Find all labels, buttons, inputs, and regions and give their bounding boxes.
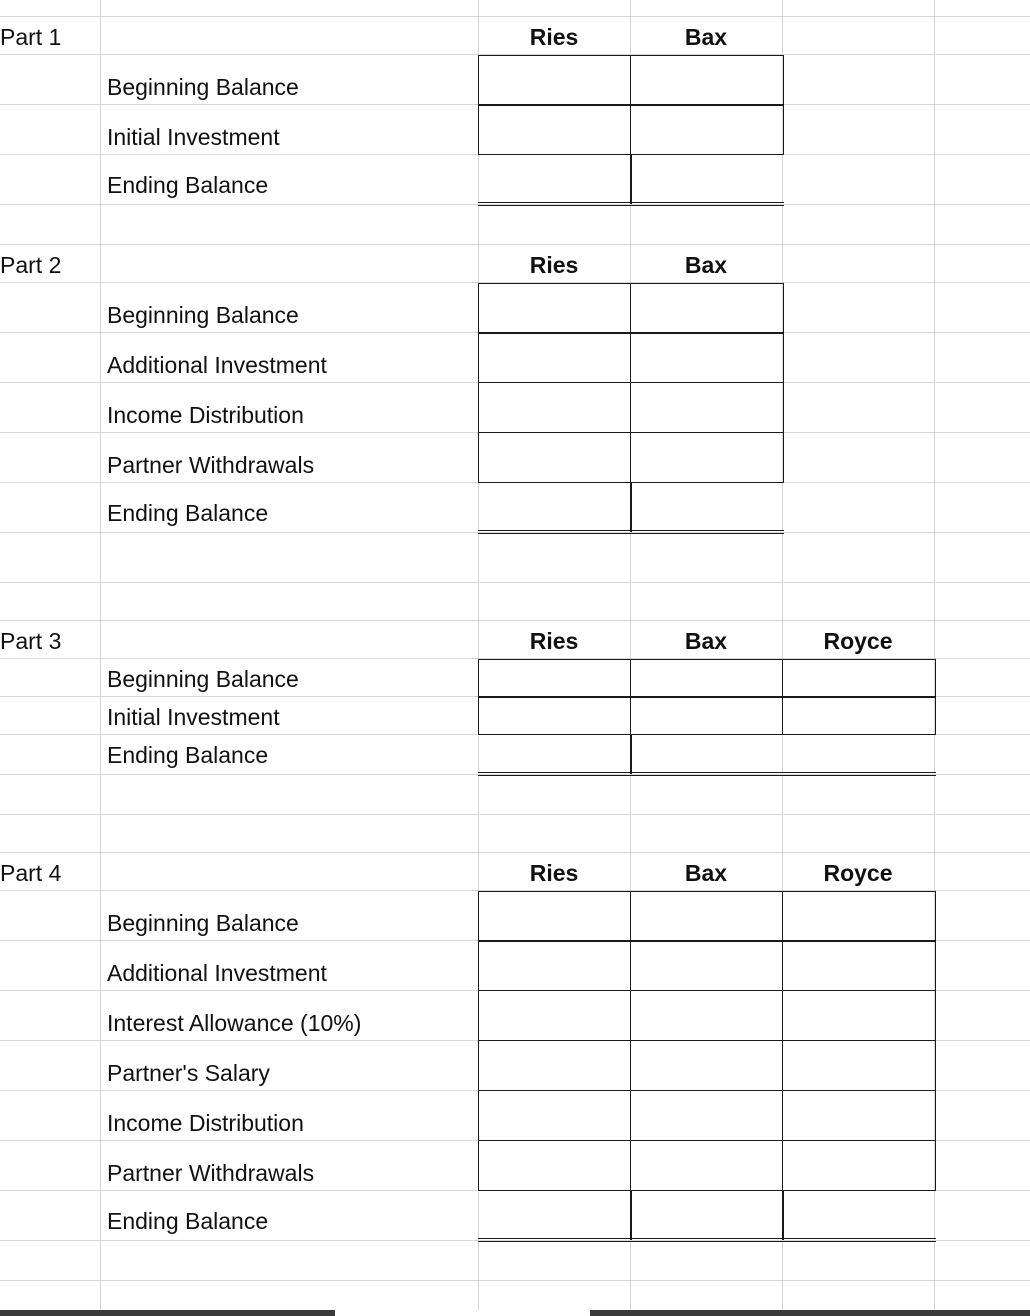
part-3-label: Part 3 [0,628,62,654]
part-4-ries-beginning-balance-cell[interactable] [478,891,631,942]
part-3-royce-initial-investment-cell[interactable] [782,696,936,735]
part-4-header-bax: Bax [684,860,728,886]
part-4-column-separator [782,1190,784,1240]
part-4-row-interest-allowance: Interest Allowance (10%) [107,1010,362,1036]
part-2-header-ries: Ries [529,252,579,278]
part-1-bax-initial-investment-cell[interactable] [630,104,784,155]
part-4-row-partners-salary: Partner's Salary [107,1060,270,1086]
part-4-bax-interest-allowance-cell[interactable] [630,990,783,1041]
part-1-ries-beginning-balance-cell[interactable] [478,55,631,106]
part-2-bax-partner-withdrawals-cell[interactable] [630,432,784,483]
part-3-row-beginning-balance: Beginning Balance [107,666,299,692]
part-3-royce-beginning-balance-cell[interactable] [782,659,936,698]
part-1-row-ending-balance: Ending Balance [107,172,269,198]
part-2-column-separator [630,482,632,532]
part-4-row-beginning-balance: Beginning Balance [107,910,299,936]
part-2-label: Part 2 [0,252,62,278]
part-3-row-initial-investment: Initial Investment [107,704,280,730]
part-1-ries-initial-investment-cell[interactable] [478,104,631,155]
part-3-bax-initial-investment-cell[interactable] [630,696,783,735]
part-2-row-partner-withdrawals: Partner Withdrawals [107,452,315,478]
part-2-ries-beginning-balance-cell[interactable] [478,283,631,334]
part-4-ries-partners-salary-cell[interactable] [478,1040,631,1091]
part-4-royce-beginning-balance-cell[interactable] [782,891,936,942]
gridline [0,244,1030,245]
part-2-total-double-underline [478,530,784,534]
part-2-header-bax: Bax [684,252,728,278]
part-3-header-ries: Ries [529,628,579,654]
part-4-row-partner-withdrawals: Partner Withdrawals [107,1160,315,1186]
part-1-column-separator [630,154,632,204]
sheet-tab-bar [0,1310,335,1316]
part-2-bax-income-distribution-cell[interactable] [630,382,784,433]
part-1-total-double-underline [478,202,784,206]
part-1-row-beginning-balance: Beginning Balance [107,74,299,100]
part-4-royce-additional-investment-cell[interactable] [782,940,936,991]
part-2-row-ending-balance: Ending Balance [107,500,269,526]
part-1-header-bax: Bax [684,24,728,50]
part-2-row-additional-investment: Additional Investment [107,352,327,378]
part-1-label: Part 1 [0,24,62,50]
part-4-ries-income-distribution-cell[interactable] [478,1090,631,1141]
part-4-royce-interest-allowance-cell[interactable] [782,990,936,1041]
part-3-header-royce: Royce [823,628,893,654]
part-4-total-double-underline [478,1238,936,1242]
part-1-row-initial-investment: Initial Investment [107,124,280,150]
part-4-ries-interest-allowance-cell[interactable] [478,990,631,1041]
part-4-ries-additional-investment-cell[interactable] [478,940,631,991]
part-4-column-separator [630,1190,632,1240]
part-4-row-additional-investment: Additional Investment [107,960,327,986]
sheet-scrollbar[interactable] [590,1310,1030,1316]
part-4-royce-partner-withdrawals-cell[interactable] [782,1140,936,1191]
gridline [0,852,1030,853]
gridline [0,620,1030,621]
part-4-header-royce: Royce [823,860,893,886]
part-4-bax-additional-investment-cell[interactable] [630,940,783,991]
part-3-column-separator [630,734,632,774]
part-3-header-bax: Bax [684,628,728,654]
gridline [0,1280,1030,1281]
gridline [0,582,1030,583]
part-4-label: Part 4 [0,860,62,886]
part-2-bax-beginning-balance-cell[interactable] [630,283,784,334]
part-2-row-beginning-balance: Beginning Balance [107,302,299,328]
part-1-bax-beginning-balance-cell[interactable] [630,55,784,106]
part-4-bax-partners-salary-cell[interactable] [630,1040,783,1091]
part-3-total-double-underline [478,772,936,776]
gridline [100,0,101,1310]
part-4-royce-partners-salary-cell[interactable] [782,1040,936,1091]
part-3-ries-initial-investment-cell[interactable] [478,696,631,735]
gridline [0,16,1030,17]
part-3-ries-beginning-balance-cell[interactable] [478,659,631,698]
part-3-row-ending-balance: Ending Balance [107,742,269,768]
part-2-bax-additional-investment-cell[interactable] [630,332,784,383]
gridline [0,814,1030,815]
part-2-ries-additional-investment-cell[interactable] [478,332,631,383]
part-3-bax-beginning-balance-cell[interactable] [630,659,783,698]
part-1-header-ries: Ries [529,24,579,50]
part-4-bax-income-distribution-cell[interactable] [630,1090,783,1141]
part-2-row-income-distribution: Income Distribution [107,402,304,428]
part-4-ries-partner-withdrawals-cell[interactable] [478,1140,631,1191]
part-2-ries-income-distribution-cell[interactable] [478,382,631,433]
part-2-ries-partner-withdrawals-cell[interactable] [478,432,631,483]
part-4-row-income-distribution: Income Distribution [107,1110,304,1136]
part-4-royce-income-distribution-cell[interactable] [782,1090,936,1141]
part-4-header-ries: Ries [529,860,579,886]
part-4-bax-beginning-balance-cell[interactable] [630,891,783,942]
part-4-bax-partner-withdrawals-cell[interactable] [630,1140,783,1191]
part-4-row-ending-balance: Ending Balance [107,1208,269,1234]
